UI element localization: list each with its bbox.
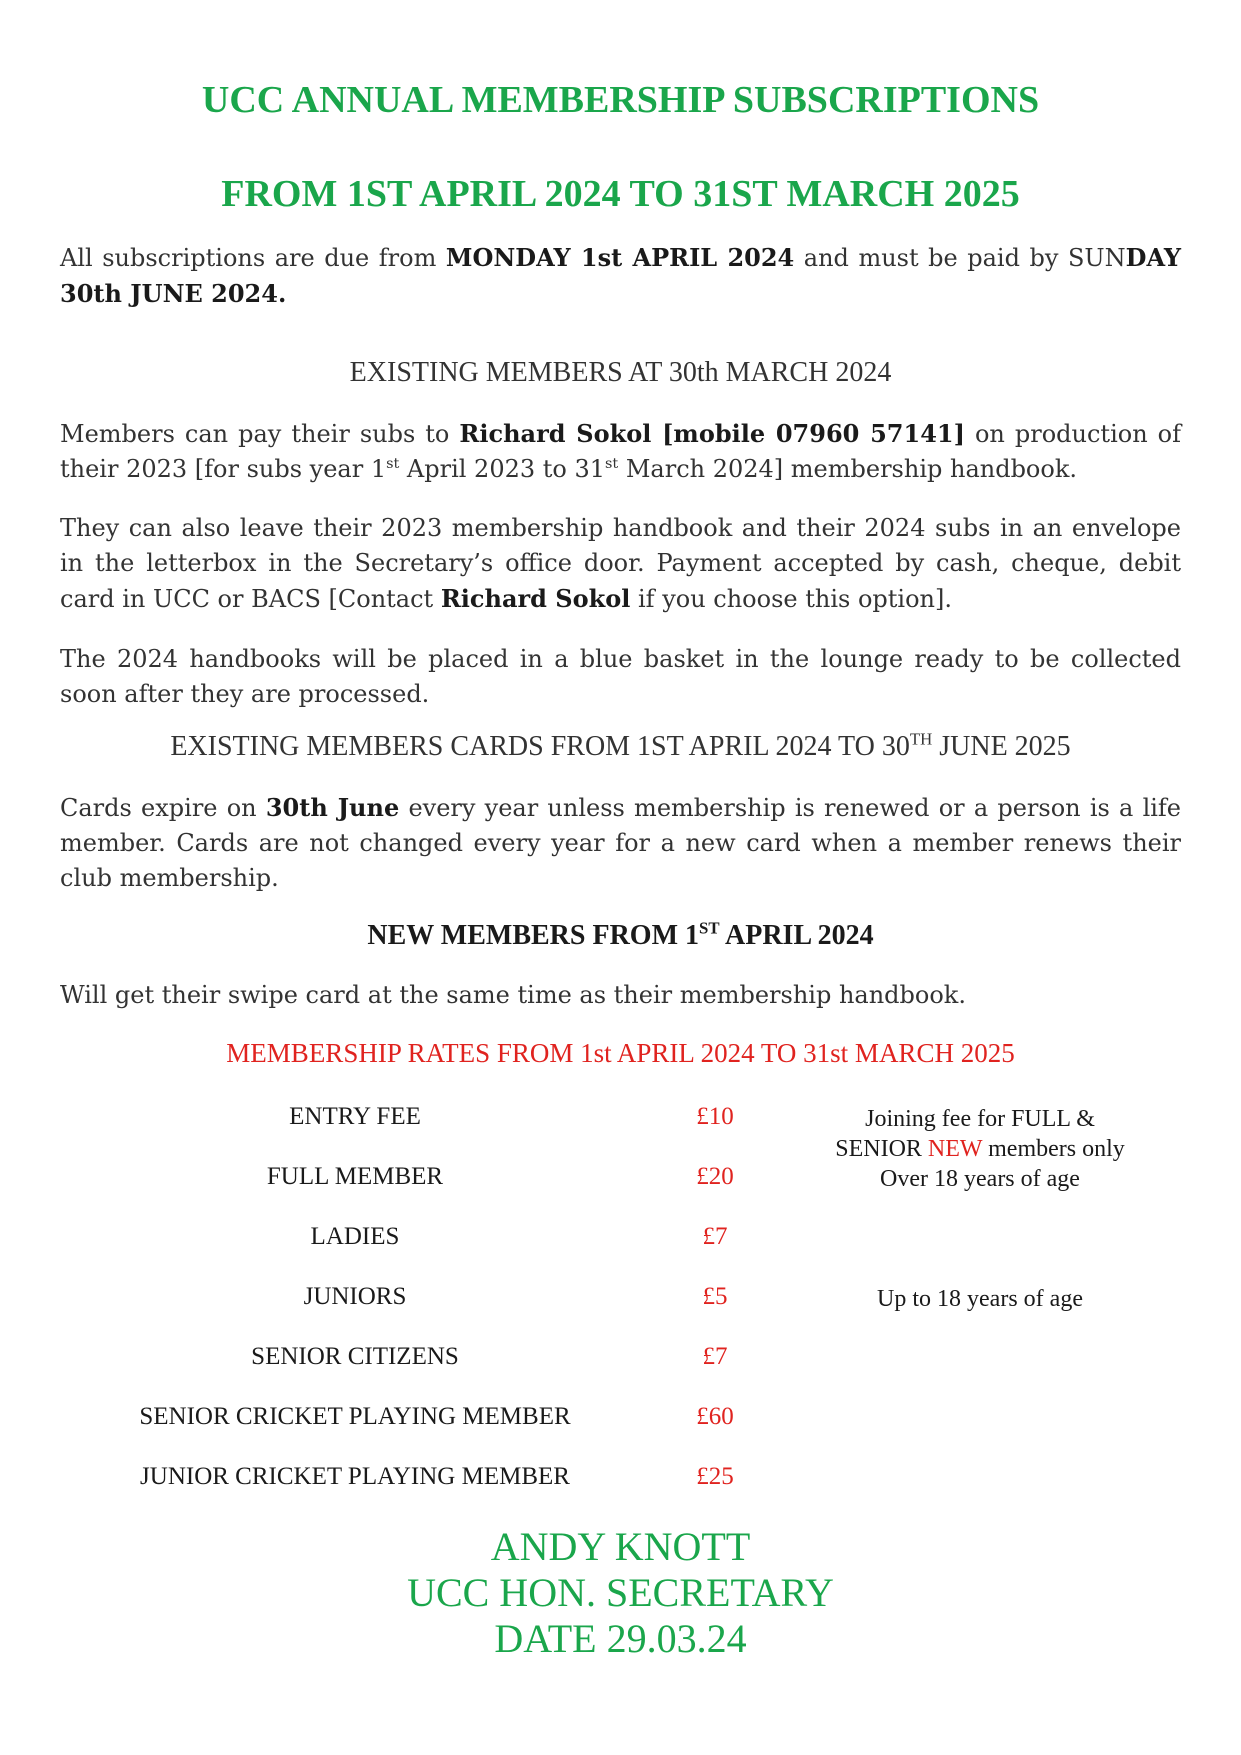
- rate-value-entry-fee: £10: [696, 1103, 734, 1130]
- rate-value-juniors: £5: [702, 1283, 728, 1310]
- existing-members-paragraph-1: Members can pay their subs to Richard Sokol [mobile 07960 57141] on production of their 2023 [for subs year 1st April 2023 to 31st March 2024] membership handbook.: [60, 419, 1181, 483]
- rate-label-entry-fee: ENTRY FEE: [289, 1103, 421, 1130]
- rate-value-full-member: £20: [696, 1163, 734, 1190]
- rates-heading: MEMBERSHIP RATES FROM 1st APRIL 2024 TO 31st MARCH 2025: [226, 1038, 1015, 1068]
- signature-role: UCC HON. SECRETARY: [407, 1570, 834, 1615]
- member-cards-heading: EXISTING MEMBERS CARDS FROM 1ST APRIL 2024 TO 30TH JUNE 2025: [170, 729, 1071, 762]
- intro-paragraph: All subscriptions are due from MONDAY 1st APRIL 2024 and must be paid by SUNDAY 30th JUNE 2024.: [60, 243, 1181, 308]
- existing-members-heading: EXISTING MEMBERS AT 30th MARCH 2024: [349, 357, 892, 388]
- signature-date: DATE 29.03.24: [494, 1616, 747, 1661]
- juniors-note: Up to 18 years of age: [877, 1286, 1083, 1312]
- member-cards-paragraph: Cards expire on 30th June every year unless membership is renewed or a person is a life member. Cards are not changed every year for a new card when a member renews their club membership.: [60, 793, 1182, 892]
- signature-name: ANDY KNOTT: [490, 1524, 751, 1569]
- document-title: UCC ANNUAL MEMBERSHIP SUBSCRIPTIONS: [201, 79, 1040, 121]
- rate-value-ladies: £7: [702, 1223, 728, 1250]
- rate-label-full-member: FULL MEMBER: [266, 1163, 444, 1190]
- handbooks-paragraph: The 2024 handbooks will be placed in a blue basket in the lounge ready to be collected soon after they are processed.: [60, 645, 1181, 708]
- rate-label-senior-cricket: SENIOR CRICKET PLAYING MEMBER: [139, 1403, 571, 1430]
- rate-value-junior-cricket: £25: [696, 1463, 734, 1490]
- existing-members-paragraph-2: They can also leave their 2023 membership handbook and their 2024 subs in an envelope in the letterbox in the Secretary’s office door. Payment accepted by cash, cheque, debit card in UCC or BACS [Contact Richard Sokol if you choose this option].: [60, 514, 1181, 613]
- rate-value-senior-citizens: £7: [702, 1343, 728, 1370]
- entry-fee-note: Joining fee for FULL & SENIOR NEW members only Over 18 years of age: [835, 1106, 1125, 1192]
- rate-value-senior-cricket: £60: [696, 1403, 734, 1430]
- rate-label-junior-cricket: JUNIOR CRICKET PLAYING MEMBER: [140, 1463, 570, 1490]
- new-members-heading: NEW MEMBERS FROM 1ST APRIL 2024: [367, 918, 874, 951]
- rate-label-ladies: LADIES: [310, 1223, 400, 1250]
- rate-label-senior-citizens: SENIOR CITIZENS: [251, 1343, 459, 1370]
- document-subtitle: FROM 1ST APRIL 2024 TO 31ST MARCH 2025: [221, 173, 1020, 215]
- new-members-paragraph: Will get their swipe card at the same time as their membership handbook.: [60, 981, 966, 1009]
- rate-label-juniors: JUNIORS: [303, 1283, 407, 1310]
